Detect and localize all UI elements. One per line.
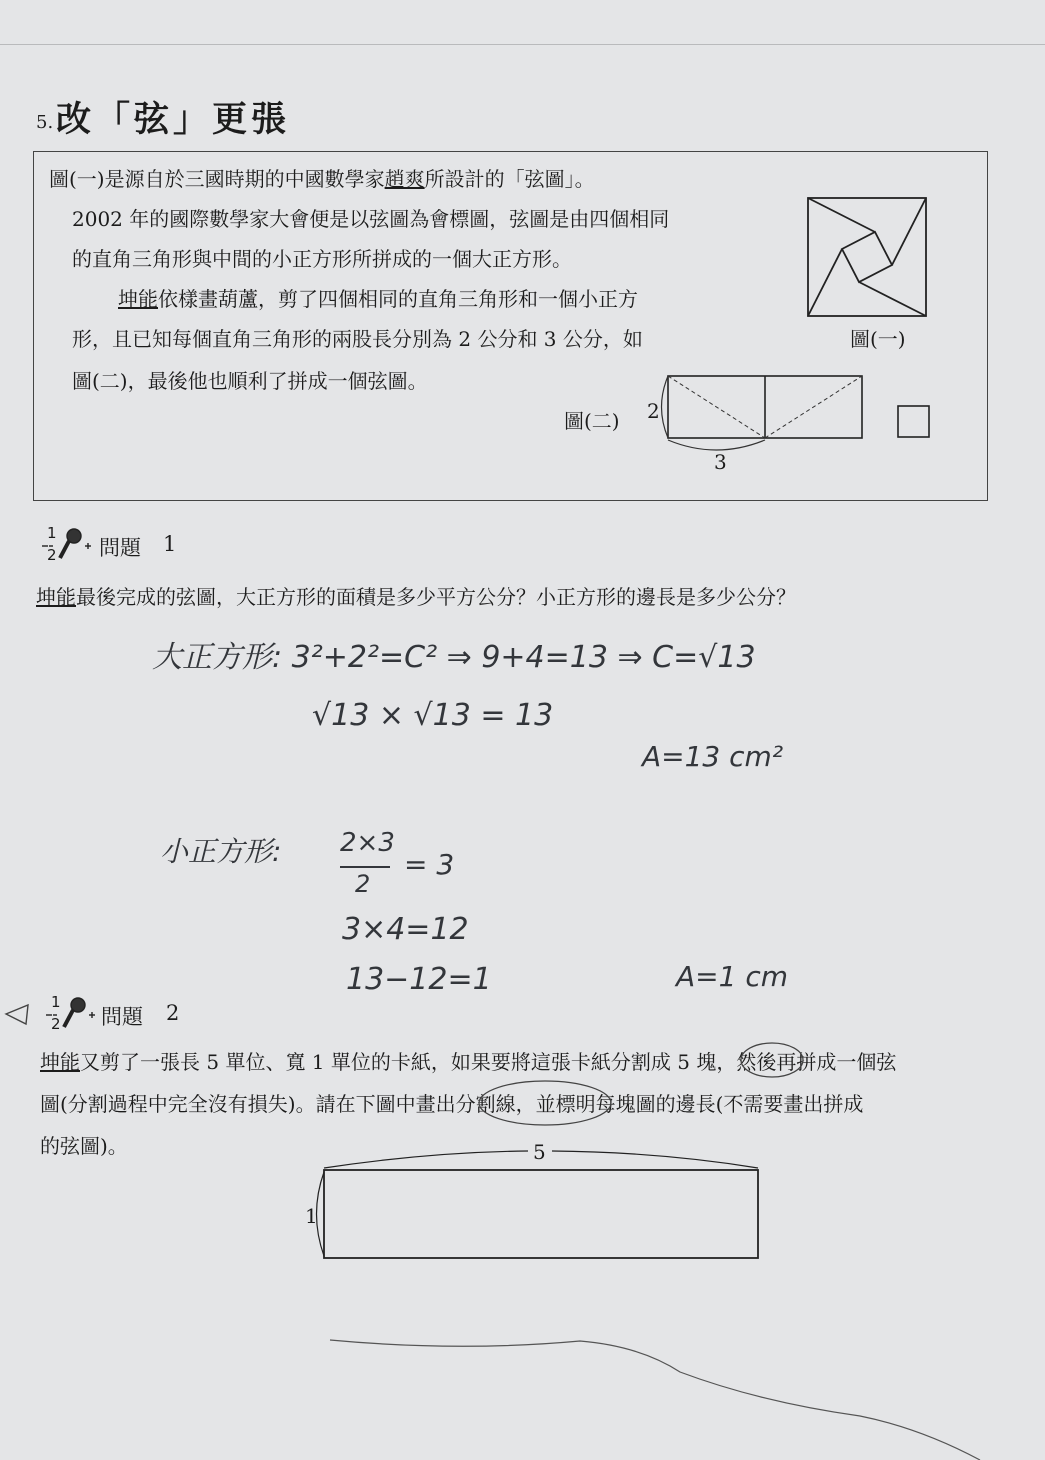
question-2-microphone-icon: 1 2 [40,993,100,1033]
figure-1-caption: 圖(一) [850,327,906,351]
handwritten-area-large: A=13 cm² [642,740,784,773]
handwritten-fraction-result: = 3 [404,848,455,881]
handwritten-area-small: A=1 cm [676,960,788,993]
question-1-microphone-icon: 1 2 [36,524,96,564]
handwritten-line-1: 大正方形: 3²+2²=C² ⇒ 9+4=13 ⇒ C=√13 [152,640,756,675]
handwritten-fraction-num: 2×3 [340,828,395,858]
section-title: 改「弦」更張 [56,99,291,140]
question-1-label: 問題 [99,536,141,560]
handwritten-fraction-den: 2 [355,870,371,898]
figure-2-bottom-label: 3 [714,450,727,474]
question-2-width-label: 1 [305,1204,318,1228]
handwritten-line-7: 13−12=1 [346,962,492,997]
intro-line-3: 的直角三角形與中間的小正方形所拼成的一個大正方形。 [72,247,572,271]
intro-line-1: 圖(一)是源自於三國時期的中國數學家趙爽所設計的「弦圖」。 [49,167,595,191]
question-2-text-line-1: 坤能又剪了一張長 5 單位、寬 1 單位的卡紙，如果要將這張卡紙分割成 5 塊，然後再拼成一個弦 [40,1050,897,1074]
handwritten-line-2: √13 × √13 = 13 [312,698,554,733]
question-1-text: 坤能最後完成的弦圖，大正方形的面積是多少平方公分？小正方形的邊長是多少公分？ [36,585,796,609]
figure-2-caption: 圖(二) [564,409,620,433]
intro-line-2: 2002 年的國際數學家大會便是以弦圖為會標圖，弦圖是由四個相同 [72,207,670,231]
intro-line-4: 坤能依樣畫葫蘆，剪了四個相同的直角三角形和一個小正方 [118,287,638,311]
handwritten-line-6: 3×4=12 [342,912,469,947]
question-2-text-line-3: 的弦圖)。 [40,1134,128,1158]
section-number: 5. [36,112,54,133]
question-2-number: 2 [166,1001,180,1025]
intro-line-5: 形，且已知每個直角三角形的兩股長分別為 2 公分和 3 公分，如 [72,327,643,351]
question-1-number: 1 [163,532,177,556]
question-2-text-line-2: 圖(分割過程中完全沒有損失)。請在下圖中畫出分割線，並標明每塊圖的邊長(不需要畫出拼成 [40,1092,864,1116]
question-2-length-label: 5 [533,1140,546,1164]
intro-line-6: 圖(二)，最後他也順利了拼成一個弦圖。 [72,369,428,393]
figure-2-side-label: 2 [647,399,660,423]
handwritten-line-4: 小正方形: [160,835,282,868]
question-2-label: 問題 [101,1005,143,1029]
